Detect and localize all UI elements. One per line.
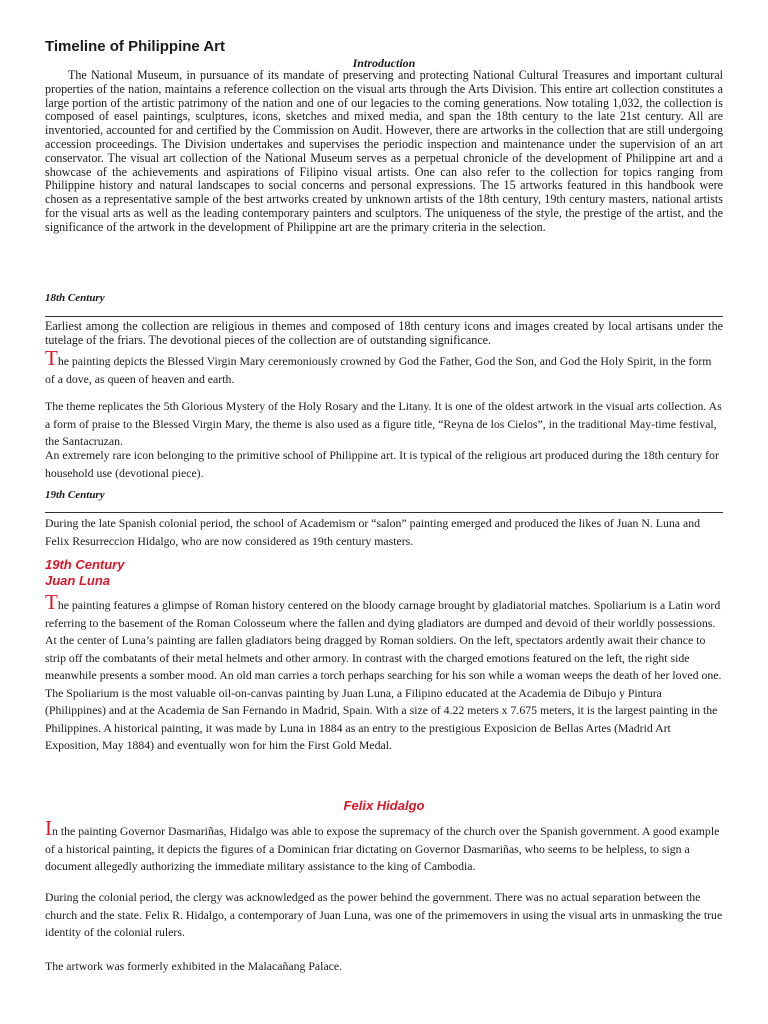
paragraph-text: he painting depicts the Blessed Virgin Mary ceremoniously crowned by God the Father, God the Son, and God the Holy Spirit, in the form of a dove, as queen of heaven and earth. bbox=[45, 354, 712, 386]
paragraph-text: n the painting Governor Dasmariñas, Hidalgo was able to expose the supremacy of the church over the Spanish government. A good example of a historical painting, it depicts the figures of a Dominican friar dictating on Governor Dasmariñas, who seems to be helpless, to sign a document allegedly authorizing the immediate military assistance to the king of Cambodia. bbox=[45, 824, 720, 873]
hidalgo-heading: Felix Hidalgo bbox=[343, 798, 425, 813]
page-title: Timeline of Philippine Art bbox=[45, 38, 226, 55]
section-lead-18th: Earliest among the collection are religious in themes and composed of 18th century icons and images created by local artisans under the tutelage of the friars. The devotional pieces of the collection are of outstanding significance. bbox=[45, 319, 723, 347]
drop-cap: I bbox=[45, 816, 52, 840]
luna-heading bbox=[45, 557, 723, 589]
section-divider-19th bbox=[45, 512, 723, 513]
luna-heading-artist: Juan Luna bbox=[45, 573, 111, 588]
drop-cap: T bbox=[45, 590, 58, 614]
paragraph-malacanang: The artwork was formerly exhibited in the Malacañang Palace. bbox=[45, 959, 343, 973]
intro-paragraph: The National Museum, in pursuance of its mandate of preserving and protecting National Cultural Treasures and important cultural properties of the nation, maintains a reference collection on the visual arts through the Arts Division. This entire art collection constitutes a large portion of the artistic patrimony of the nation and one of our legacies to the coming generations. Now totaling 1,032, the collection is composed of easel paintings, sculptures, icons, sketches and mixed media, and span the 18th century to the late 21st century. All are inventoried, accounted for and certified by the Commission on Audit. However, there are artworks in the collection that are still undergoing accession proceedings. The Division undertakes and supervises the periodic inspection and maintenance under the supervision of an art conservator. The visual art collection of the National Museum serves as a perpetual chronicle of the development of Philippine art and a showcase of the achievements and aspirations of Filipino visual artists. One can also refer to the collection for topics ranging from Philippine history and natural landscapes to social concerns and personal expressions. The 15 artworks featured in this handbook were chosen as a representative sample of the best artworks created by unknown artists of the 18th century, 19th century masters, national artists for the visual arts as well as the leading contemporary painters and sculptors. The uniqueness of the style, the prestige of the artist, and the significance of the artwork in the development of Philippine art are the primary criteria in the selection. bbox=[45, 68, 723, 234]
paragraph-rosary: The theme replicates the 5th Glorious Mystery of the Holy Rosary and the Litany. It is one of the oldest artwork in the visual arts collection. As a form of praise to the Blessed Virgin Mary, the theme is also used as a figure title, “Reyna de los Cielos”, in the traditional May-time festival, the Santacruzan. bbox=[45, 399, 722, 448]
paragraph-clergy: During the colonial period, the clergy was acknowledged as the power behind the government. There was no actual separation between the church and the state. Felix R. Hidalgo, a contemporary of Juan Luna, was one of the primemovers in using the visual arts in unmasking the true identity of the colonial rulers. bbox=[45, 890, 723, 939]
hidalgo-heading-wrap bbox=[45, 798, 723, 814]
paragraph-coronation bbox=[45, 346, 723, 388]
paragraph-text: he painting features a glimpse of Roman history centered on the bloody carnage brought by gladiatorial matches. Spoliarium is a Latin word referring to the basement of the Roman Colosseum where the fallen and dying gladiators are dumped and devoid of their worldly possessions. bbox=[45, 598, 721, 630]
paragraph-spoliarium-scene: At the center of Luna’s painting are fallen gladiators being dragged by Roman soldiers. On the left, spectators ardently await their chance to strip off the combatants of their metal helmets and other armory. In contrast with the charged emotions featured on the left, the right side meanwhile presents a somber mood. An old man carries a torch perhaps searching for his son while a woman weeps the death of her loved one. bbox=[45, 633, 722, 682]
luna-heading-century: 19th Century bbox=[45, 557, 125, 572]
paragraph-dasmarinas bbox=[45, 816, 723, 876]
section-divider-18th bbox=[45, 316, 723, 317]
paragraph-icon: An extremely rare icon belonging to the primitive school of Philippine art. It is typical of the religious art produced during the 18th century for household use (devotional piece). bbox=[45, 448, 719, 480]
intro-heading: Introduction bbox=[352, 56, 416, 70]
section-label-19th: 19th Century bbox=[45, 489, 105, 501]
section-lead-19th: During the late Spanish colonial period, the school of Academism or “salon” painting emerged and produced the likes of Juan N. Luna and Felix Resurreccion Hidalgo, who are now considered as 19th century masters. bbox=[45, 516, 700, 548]
section-label-18th: 18th Century bbox=[45, 292, 105, 304]
drop-cap: T bbox=[45, 346, 58, 370]
paragraph-spoliarium-intro bbox=[45, 590, 723, 632]
paragraph-spoliarium-history: The Spoliarium is the most valuable oil-on-canvas painting by Juan Luna, a Filipino educated at the Academia de Dibujo y Pintura (Philippines) and at the Academia de San Fernando in Madrid, Spain. With a size of 4.22 meters x 7.675 meters, it is the largest painting in the Philippines. A historical painting, it was made by Luna in 1884 as an entry to the prestigious Exposicion de Bellas Artes (Madrid Art Exposition, May 1884) and eventually won for him the First Gold Medal. bbox=[45, 685, 718, 752]
luna-body bbox=[45, 590, 723, 755]
